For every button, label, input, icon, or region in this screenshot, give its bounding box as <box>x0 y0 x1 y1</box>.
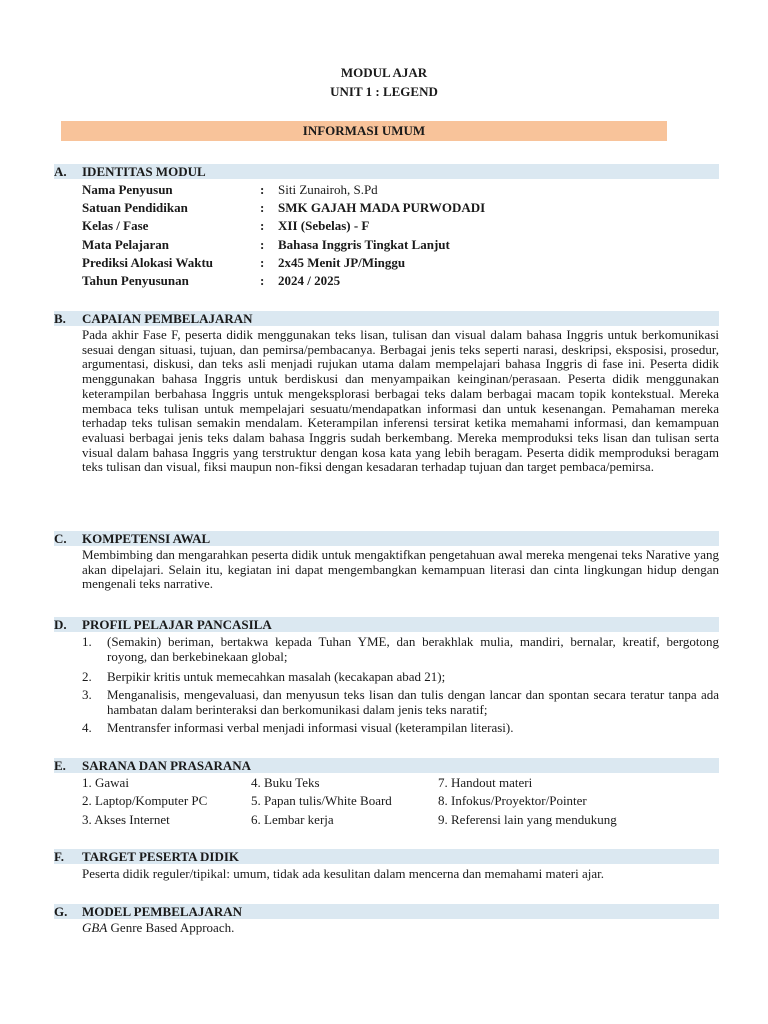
sarana-item: 3. Akses Internet <box>82 812 170 827</box>
section-c-header <box>54 531 719 546</box>
sarana-item: 5. Papan tulis/White Board <box>251 793 392 808</box>
identity-colon: : <box>260 182 265 197</box>
capaian-paragraph: Pada akhir Fase F, peserta didik menggunakan teks lisan, tulisan dan visual dalam bahasa Inggris untuk berkomunikasi sesuai dengan situasi, tujuan, dan pemirsa/pembacanya. Berbagai jenis teks seperti narasi, deskripsi, eksposisi, prosedur, argumentasi, diskusi, dan teks asli menjadi rujukan utama dalam mempelajari bahasa Inggris di fase ini. Peserta didik menggunakan bahasa Inggris untuk berdiskusi dan menyampaikan keinginan/perasaan. Peserta didik menggunakan keterampilan berbahasa Inggris untuk mengeksplorasi berbagai teks dalam berbagai macam topik kontekstual. Mereka membaca teks tulisan untuk mempelajari sesuatu/mendapatkan informasi dan untuk kesenangan. Pemahaman mereka terhadap teks tulisan semakin mendalam. Keterampilan inferensi tersirat ketika memahami informasi, dan kemampuan evaluasi berbagai jenis teks dalam bahasa Inggris sudah berkembang. Mereka memproduksi teks lisan dan tulisan serta visual dalam bahasa Inggris yang terstruktur dengan kosa kata yang lebih beragam. Peserta didik memproduksi beragam teks tulisan dan visual, fiksi maupun non-fiksi dengan kesadaran terhadap tujuan dan target pembaca/pemirsa. <box>82 327 719 475</box>
section-title: MODEL PEMBELAJARAN <box>82 904 242 919</box>
section-title: SARANA DAN PRASARANA <box>82 758 252 773</box>
sarana-item: 2. Laptop/Komputer PC <box>82 793 208 808</box>
model-paragraph <box>82 921 719 936</box>
identity-label: Mata Pelajaran <box>82 237 170 252</box>
list-text: Mentransfer informasi verbal menjadi informasi visual (keterampilan literasi). <box>107 720 514 735</box>
section-b-header <box>54 311 719 326</box>
section-d-header <box>54 617 719 632</box>
section-letter: D. <box>54 617 67 632</box>
section-title: IDENTITAS MODUL <box>82 164 206 179</box>
identity-label: Tahun Penyusunan <box>82 273 189 288</box>
list-text: (Semakin) beriman, bertakwa kepada Tuhan YME, dan berakhlak mulia, mandiri, bernalar, kreatif, bergotong royong, dan berkebinekaan global; <box>107 634 719 664</box>
document-title: MODUL AJAR <box>340 65 428 80</box>
list-text: Berpikir kritis untuk memecahkan masalah (kecakapan abad 21); <box>107 669 446 684</box>
section-letter: B. <box>54 311 66 326</box>
section-letter: C. <box>54 531 67 546</box>
info-bar: INFORMASI UMUM <box>61 121 667 141</box>
section-title: PROFIL PELAJAR PANCASILA <box>82 617 272 632</box>
section-f-header <box>54 849 719 864</box>
sarana-item: 6. Lembar kerja <box>251 812 334 827</box>
sarana-item: 1. Gawai <box>82 775 129 790</box>
identity-value: SMK GAJAH MADA PURWODADI <box>278 200 486 215</box>
section-e-header <box>54 758 719 773</box>
list-number: 2. <box>82 669 92 684</box>
section-a-header <box>54 164 719 179</box>
identity-value: 2x45 Menit JP/Minggu <box>278 255 406 270</box>
sarana-item: 8. Infokus/Proyektor/Pointer <box>438 793 587 808</box>
list-text: Menganalisis, mengevaluasi, dan menyusun teks lisan dan tulis dengan lancar dan spontan secara teratur tanpa ada hambatan dalam berinteraksi dan berkomunikasi dalam jenis teks naratif; <box>107 687 719 717</box>
identity-value: 2024 / 2025 <box>278 273 341 288</box>
identity-colon: : <box>260 255 265 270</box>
list-number: 1. <box>82 634 92 649</box>
identity-colon: : <box>260 273 265 288</box>
section-g-header <box>54 904 719 919</box>
section-title: TARGET PESERTA DIDIK <box>82 849 240 864</box>
target-paragraph: Peserta didik reguler/tipikal: umum, tidak ada kesulitan dalam mencerna dan memahami materi ajar. <box>82 866 604 881</box>
identity-colon: : <box>260 218 265 233</box>
list-number: 4. <box>82 720 92 735</box>
section-letter: G. <box>54 904 68 919</box>
identity-colon: : <box>260 237 265 252</box>
section-letter: A. <box>54 164 67 179</box>
identity-label: Nama Penyusun <box>82 182 173 197</box>
identity-label: Prediksi Alokasi Waktu <box>82 255 214 270</box>
document-subtitle: UNIT 1 : LEGEND <box>330 84 438 99</box>
section-title: CAPAIAN PEMBELAJARAN <box>82 311 253 326</box>
identity-label: Satuan Pendidikan <box>82 200 188 215</box>
section-title: KOMPETENSI AWAL <box>82 531 211 546</box>
sarana-item: 4. Buku Teks <box>251 775 320 790</box>
section-letter: E. <box>54 758 66 773</box>
model-abbrev: GBA <box>82 920 108 935</box>
section-letter: F. <box>54 849 64 864</box>
identity-value: Siti Zunairoh, S.Pd <box>278 182 378 197</box>
sarana-item: 7. Handout materi <box>438 775 533 790</box>
identity-label: Kelas / Fase <box>82 218 149 233</box>
sarana-item: 9. Referensi lain yang mendukung <box>438 812 617 827</box>
identity-colon: : <box>260 200 265 215</box>
list-number: 3. <box>82 687 92 702</box>
kompetensi-paragraph: Membimbing dan mengarahkan peserta didik untuk mengaktifkan pengetahuan awal mereka mengenai teks Narative yang akan dipelajari. Selain itu, kegiatan ini dapat mengembangkan kemampuan literasi dan cinta lingkungan hidup dengan mengenali teks narrative. <box>82 547 719 592</box>
model-text: Genre Based Approach. <box>107 920 235 935</box>
identity-value: Bahasa Inggris Tingkat Lanjut <box>278 237 450 252</box>
identity-value: XII (Sebelas) - F <box>278 218 370 233</box>
